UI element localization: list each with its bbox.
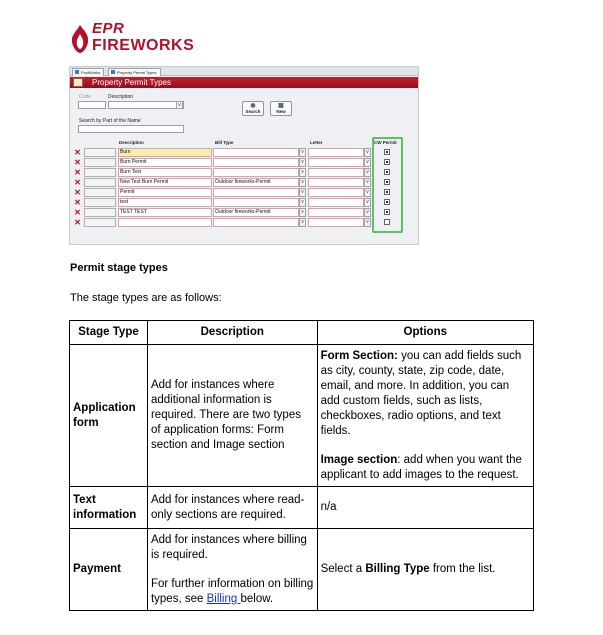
payment-description-line-2 <box>151 577 314 607</box>
description-cell[interactable]: Burn <box>118 148 212 157</box>
tab-property-permit-types[interactable]: Property Permit Types <box>108 68 161 76</box>
bill-type-cell[interactable] <box>213 158 299 167</box>
section-heading: Permit stage types <box>70 262 168 274</box>
chevron-down-icon[interactable]: v <box>364 198 371 207</box>
letter-cell[interactable] <box>308 218 364 227</box>
delete-icon[interactable]: ✕ <box>74 178 81 187</box>
tab-strip <box>70 67 418 76</box>
chevron-down-icon[interactable]: v <box>299 178 306 187</box>
letter-cell[interactable] <box>308 158 364 167</box>
chevron-down-icon[interactable]: v <box>299 208 306 217</box>
header-description: Description <box>147 321 317 345</box>
letter-cell[interactable] <box>308 188 364 197</box>
delete-icon[interactable]: ✕ <box>74 148 81 157</box>
epr-fireworks-logo <box>70 20 195 60</box>
application-options <box>317 345 533 487</box>
bill-type-cell[interactable] <box>213 168 299 177</box>
letter-cell[interactable] <box>308 178 364 187</box>
code-label: Code <box>79 94 91 100</box>
search-button-label: Search <box>245 109 261 114</box>
tab-postworks[interactable]: PostWorks <box>72 68 104 76</box>
header-stage-type: Stage Type <box>70 321 148 345</box>
row-selector[interactable] <box>84 218 116 227</box>
logo-epr-text: EPR <box>92 20 125 37</box>
description-cell[interactable]: Burn Test <box>118 168 212 177</box>
billing-link[interactable]: Billing <box>206 592 241 605</box>
image-section-paragraph <box>321 453 530 483</box>
form-section-label: Form Section: <box>320 349 398 362</box>
image-section-label: Image section <box>320 453 398 466</box>
bill-type-cell[interactable]: Outdoor fireworks-Permit <box>213 208 299 217</box>
table-row <box>72 158 412 168</box>
table-row <box>72 168 412 178</box>
billing-reference-suffix: below. <box>240 592 274 605</box>
description-select[interactable] <box>108 101 184 109</box>
payment-options-billing-type: Billing Type <box>365 563 430 575</box>
description-label: Description <box>108 94 134 100</box>
row-selector[interactable] <box>84 158 116 167</box>
column-header-description: Description <box>119 140 144 145</box>
bill-type-cell[interactable] <box>213 218 299 227</box>
stage-type-payment: Payment <box>70 529 148 611</box>
table-row <box>72 218 412 228</box>
logo-fireworks-text: FIREWORKS <box>92 37 195 54</box>
billing-reference-text: For further information on billing types, see <box>150 577 314 605</box>
stage-types-table <box>69 320 534 611</box>
flame-logo-icon <box>70 24 90 54</box>
text-information-options: n/a <box>317 487 533 529</box>
window-title: Property Permit Types <box>92 78 171 87</box>
table-row <box>70 529 534 611</box>
chevron-down-icon[interactable]: v <box>299 148 306 157</box>
payment-options <box>317 529 533 611</box>
table-row <box>70 345 534 487</box>
bill-type-cell[interactable] <box>213 198 299 207</box>
text-information-description: Add for instances where read-only sections are required. <box>147 487 317 529</box>
description-cell[interactable]: test <box>118 198 212 207</box>
delete-icon[interactable]: ✕ <box>74 218 81 227</box>
table-row <box>70 487 534 529</box>
search-part-label: Search by Part of the Name <box>79 118 141 124</box>
chevron-down-icon[interactable]: v <box>364 158 371 167</box>
delete-icon[interactable]: ✕ <box>74 158 81 167</box>
row-selector[interactable] <box>84 198 116 207</box>
letter-cell[interactable] <box>308 148 364 157</box>
table-row <box>72 178 412 188</box>
chevron-down-icon[interactable]: v <box>299 188 306 197</box>
table-header-row <box>70 321 534 345</box>
chevron-down-icon[interactable]: v <box>176 101 183 109</box>
row-selector[interactable] <box>84 168 116 177</box>
description-cell[interactable]: New Test Burn Permit <box>118 178 212 187</box>
row-selector[interactable] <box>84 188 116 197</box>
chevron-down-icon[interactable]: v <box>364 148 371 157</box>
form-icon <box>73 78 83 87</box>
table-row <box>72 208 412 218</box>
chevron-down-icon[interactable]: v <box>364 178 371 187</box>
column-header-letter: Letter <box>310 140 323 145</box>
stage-type-application: Application form <box>70 345 148 487</box>
table-row <box>72 188 412 198</box>
delete-icon[interactable]: ✕ <box>74 198 81 207</box>
search-button[interactable] <box>242 101 264 116</box>
delete-icon[interactable]: ✕ <box>74 188 81 197</box>
column-header-bill-type: Bill Type <box>215 140 234 145</box>
chevron-down-icon[interactable]: v <box>364 188 371 197</box>
chevron-down-icon[interactable]: v <box>364 168 371 177</box>
bill-type-cell[interactable]: Outdoor fireworks-Permit <box>213 178 299 187</box>
description-cell[interactable]: TEST TEST <box>118 208 212 217</box>
row-selector[interactable] <box>84 178 116 187</box>
header-options: Options <box>317 321 533 345</box>
cw-permit-highlight <box>372 137 403 233</box>
table-row <box>72 198 412 208</box>
payment-options-post: from the list. <box>429 563 496 575</box>
description-cell[interactable]: Permit <box>118 188 212 197</box>
form-section-paragraph <box>321 349 530 439</box>
row-selector[interactable] <box>84 148 116 157</box>
letter-cell[interactable] <box>308 198 364 207</box>
letter-cell[interactable] <box>308 208 364 217</box>
application-description: Add for instances where additional information is required. There are two types of application forms: Form section and Image section <box>147 345 317 487</box>
bill-type-cell[interactable] <box>213 148 299 157</box>
form-section-text: you can add fields such as city, county, state, zip code, date, email, and more. In addition, you can add custom fields, such as lists, checkboxes, radio options, and text fields. <box>320 349 522 437</box>
new-button[interactable] <box>270 101 292 116</box>
new-button-label: New <box>276 109 286 114</box>
section-intro: The stage types are as follows: <box>70 292 222 304</box>
payment-description-line-1: Add for instances where billing is required. <box>150 533 307 561</box>
letter-cell[interactable] <box>308 168 364 177</box>
chevron-down-icon[interactable]: v <box>299 168 306 177</box>
payment-options-pre: Select a <box>320 563 366 575</box>
delete-icon[interactable]: ✕ <box>74 168 81 177</box>
delete-icon[interactable]: ✕ <box>74 208 81 217</box>
chevron-down-icon[interactable]: v <box>364 218 371 227</box>
chevron-down-icon[interactable]: v <box>299 198 306 207</box>
code-input[interactable] <box>78 101 106 109</box>
column-header-cw-permit: CW Permit <box>374 140 397 145</box>
property-permit-types-screenshot <box>69 66 419 245</box>
binoculars-icon: ◉ <box>250 103 256 109</box>
search-part-input[interactable] <box>78 125 184 133</box>
description-cell[interactable]: Burn Permit <box>118 158 212 167</box>
window-titlebar <box>70 77 418 88</box>
new-icon: ▦ <box>278 103 284 109</box>
description-cell[interactable] <box>118 218 212 227</box>
table-row <box>72 148 412 158</box>
bill-type-cell[interactable] <box>213 188 299 197</box>
image-section-text: : add when you want the applicant to add images to the request. <box>320 453 522 481</box>
chevron-down-icon[interactable]: v <box>299 218 306 227</box>
payment-description <box>147 529 317 611</box>
chevron-down-icon[interactable]: v <box>364 208 371 217</box>
row-selector[interactable] <box>84 208 116 217</box>
stage-type-text-information: Text information <box>70 487 148 529</box>
chevron-down-icon[interactable]: v <box>299 158 306 167</box>
